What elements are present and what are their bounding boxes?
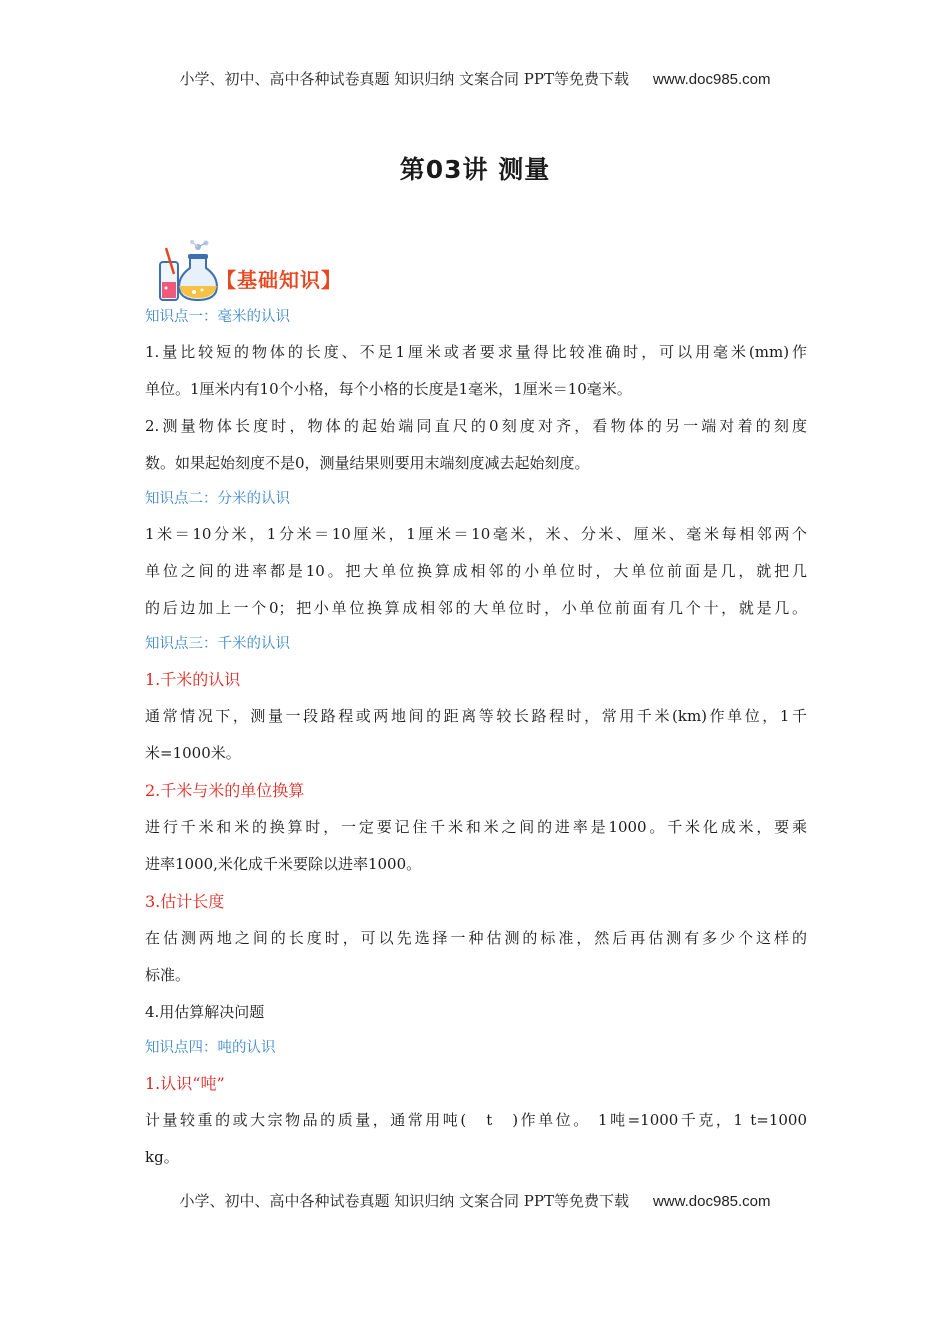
paragraph-line: 米=1000米。 [145, 744, 241, 762]
paragraph-line: 1.量比较短的物体的长度、不足1厘米或者要求量得比较准确时，可以用毫米(mm)作 [145, 343, 807, 361]
paragraph-line: 计量较重的或大宗物品的质量，通常用吨( t )作单位。 1吨=1000千克，1 t=1000 [145, 1111, 807, 1129]
subheading: 1.千米的认识 [145, 670, 241, 689]
page-header [0, 68, 950, 89]
subheading: 2.千米与米的单位换算 [145, 781, 305, 800]
paragraph-line: 数。如果起始刻度不是0，测量结果则要用末端刻度减去起始刻度。 [145, 454, 590, 472]
paragraph-line: kg。 [145, 1148, 179, 1166]
paragraph-line: 通常情况下，测量一段路程或两地间的距离等较长路程时，常用千米(km)作单位，1千 [145, 707, 807, 725]
paragraph-line: 在估测两地之间的长度时，可以先选择一种估测的标准，然后再估测有多少个这样的 [145, 929, 807, 947]
paragraph-line: 的后边加上一个0；把小单位换算成相邻的大单位时，小单位前面有几个十，就是几。 [145, 599, 807, 617]
section-heading-2: 知识点二：分米的认识 [145, 491, 290, 507]
paragraph-line: 进率1000,米化成千米要除以进率1000。 [145, 855, 422, 873]
paragraph-line: 标准。 [145, 966, 191, 984]
footer-url[interactable]: www.doc985.com [652, 1193, 771, 1210]
paragraph-line: 单位。1厘米内有10个小格，每个小格的长度是1毫米，1厘米＝10毫米。 [145, 380, 632, 398]
paragraph-line: 1米＝10分米，1分米＝10厘米，1厘米＝10毫米，米、分米、厘米、毫米每相邻两个 [145, 525, 807, 543]
paragraph-line: 2.测量物体长度时，物体的起始端同直尺的0刻度对齐，看物体的另一端对着的刻度 [145, 417, 807, 435]
section-heading-4: 知识点四：吨的认识 [145, 1040, 276, 1056]
subheading: 3.估计长度 [145, 892, 225, 911]
subheading: 1.认识“吨” [145, 1074, 225, 1093]
paragraph-line: 进行千米和米的换算时，一定要记住千米和米之间的进率是1000。千米化成米，要乘 [145, 818, 807, 836]
page-footer [0, 1190, 950, 1211]
chemistry-flask-icon [154, 238, 220, 302]
header-url[interactable]: www.doc985.com [652, 71, 771, 88]
paragraph-line: 4.用估算解决问题 [145, 1003, 265, 1021]
section-heading-1: 知识点一：毫米的认识 [145, 309, 290, 325]
paragraph-line: 单位之间的进率都是10。把大单位换算成相邻的小单位时，大单位前面是几，就把几 [145, 562, 807, 580]
banner-title: 【基础知识】 [216, 268, 342, 292]
section-heading-3: 知识点三：千米的认识 [145, 636, 290, 652]
basic-knowledge-banner [154, 238, 454, 302]
page-title: 第03讲 测量 [399, 155, 551, 184]
header-text: 小学、初中、高中各种试卷真题 知识归纳 文案合同 PPT等免费下载 [179, 70, 629, 88]
footer-text: 小学、初中、高中各种试卷真题 知识归纳 文案合同 PPT等免费下载 [179, 1192, 629, 1210]
document-body [145, 300, 807, 1176]
